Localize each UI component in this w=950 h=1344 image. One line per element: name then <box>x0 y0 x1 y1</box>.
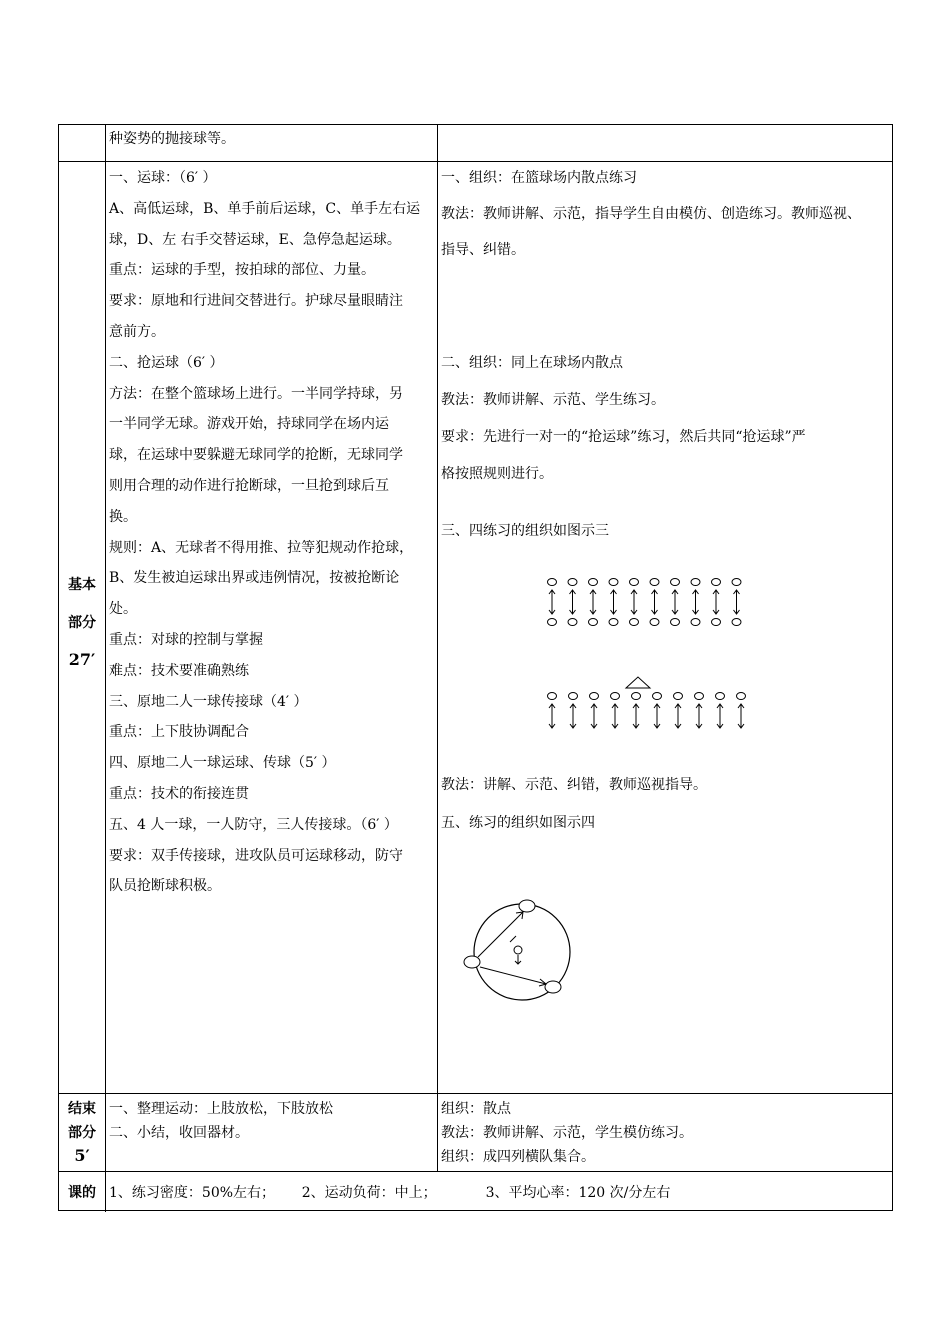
content-line: 要求：原地和行进间交替进行。护球尽量眼睛注 <box>109 293 403 310</box>
teach-line: 教法：讲解、示范、纠错，教师巡视指导。 <box>441 777 707 793</box>
content-line: 方法：在整个篮球场上进行。一半同学持球，另 <box>109 385 403 402</box>
side-label-line2: 部分 <box>68 615 96 631</box>
summary-text: 1、练习密度：50%左右； 2、运动负荷：中上； 3、平均心率：120 次/分左右 <box>109 1185 671 1201</box>
side-label-line1: 基本 <box>68 577 96 593</box>
content-line: 换。 <box>109 508 137 525</box>
content-line: 一、运球：（6′ ） <box>109 170 217 186</box>
org-line: 组织：散点 <box>441 1101 511 1117</box>
side-cell-summary <box>59 1172 106 1212</box>
player-icon <box>691 579 700 586</box>
organization-cell-empty <box>438 125 892 161</box>
player-icon <box>650 579 659 586</box>
player-icon <box>691 619 700 626</box>
player-icon <box>548 619 557 626</box>
player-icon <box>545 981 561 993</box>
player-icon <box>632 693 641 700</box>
content-line: B、发生被迫运球出界或违例情况，按被抢断论 <box>109 570 400 587</box>
player-icon <box>568 619 577 626</box>
player-icon <box>568 579 577 586</box>
player-icon <box>674 693 683 700</box>
player-icon <box>737 693 746 700</box>
defender-icon <box>514 946 522 954</box>
teacher-triangle-icon <box>626 677 650 688</box>
content-line: 要求：双手传接球，进攻队员可运球移动，防守 <box>109 847 403 864</box>
org-line: 二、组织：同上在球场内散点 <box>441 355 623 371</box>
side-label-line1: 结束 <box>68 1101 96 1117</box>
side-cell-basic <box>59 162 106 1093</box>
content-line: 重点：对球的控制与掌握 <box>109 631 263 648</box>
player-icon <box>671 619 680 626</box>
content-line: A、高低运球，B、单手前后运球，C、单手左右运 <box>109 200 421 217</box>
player-icon <box>519 900 535 912</box>
content-cell <box>106 125 438 161</box>
player-icon <box>716 693 725 700</box>
player-icon <box>464 956 480 968</box>
side-label: 课的 <box>68 1185 96 1201</box>
table-row-end-part <box>59 1094 892 1172</box>
passing-circle-diagram <box>460 892 580 1012</box>
content-cell-end <box>106 1094 438 1171</box>
content-line: 一、整理运动：上肢放松，下肢放松 <box>109 1101 333 1117</box>
player-icon <box>548 693 557 700</box>
player-icon <box>569 693 578 700</box>
teach-line: 指导、纠错。 <box>441 242 525 258</box>
content-line: 重点：技术的衔接连贯 <box>109 785 249 802</box>
player-icon <box>695 693 704 700</box>
organization-cell-basic <box>438 162 892 1093</box>
content-line: 球，在运球中要躲避无球同学的抢断，无球同学 <box>109 447 403 464</box>
content-line: 三、原地二人一球传接球（4′ ） <box>109 693 308 710</box>
player-icon <box>653 693 662 700</box>
player-icon <box>548 579 557 586</box>
content-line: 重点：运球的手型，按拍球的部位、力量。 <box>109 262 375 279</box>
table-row-basic-part <box>59 162 892 1094</box>
player-icon <box>732 619 741 626</box>
player-icon <box>609 579 618 586</box>
content-line: 五、4 人一球，一人防守，三人传接球。（6′ ） <box>109 816 398 833</box>
req-line: 格按照规则进行。 <box>441 466 553 482</box>
teach-line: 教法：教师讲解、示范，指导学生自由模仿、创造练习。教师巡视、 <box>441 206 861 222</box>
side-cell-end <box>59 1094 106 1171</box>
table-row-summary <box>59 1172 892 1212</box>
org-line: 一、组织：在篮球场内散点练习 <box>441 170 637 186</box>
player-icon <box>630 619 639 626</box>
req-line: 要求：先进行一对一的“抢运球”练习，然后共同“抢运球”严 <box>441 429 806 445</box>
org-line: 五、练习的组织如图示四 <box>441 815 595 831</box>
player-icon <box>671 579 680 586</box>
player-icon <box>650 619 659 626</box>
content-line: 一半同学无球。游戏开始，持球同学在场内运 <box>109 416 389 433</box>
content-line: 重点：上下肢协调配合 <box>109 724 249 741</box>
content-line: 队员抢断球积极。 <box>109 878 221 895</box>
org-line: 三、四练习的组织如图示三 <box>441 523 609 539</box>
content-line: 球，D、左 右手交替运球，E、急停急起运球。 <box>109 231 401 248</box>
teach-line: 教法：教师讲解、示范、学生练习。 <box>441 392 665 408</box>
side-cell-empty <box>59 125 106 161</box>
content-line: 规则：A、无球者不得用推、拉等犯规动作抢球， <box>109 539 414 556</box>
org-line: 组织：成四列横队集合。 <box>441 1149 595 1165</box>
side-label-line2: 部分 <box>68 1125 96 1141</box>
lesson-plan-table <box>58 124 893 1211</box>
content-text: 种姿势的抛接球等。 <box>109 131 235 147</box>
table-row-continuation <box>59 125 892 162</box>
player-icon <box>732 579 741 586</box>
summary-cell <box>106 1172 892 1212</box>
side-label-duration: 5′ <box>74 1146 90 1165</box>
content-line: 难点：技术要准确熟练 <box>109 662 249 679</box>
player-icon <box>630 579 639 586</box>
organization-cell-end <box>438 1094 892 1171</box>
content-line: 则用合理的动作进行抢断球，一旦抢到球后互 <box>109 477 389 494</box>
player-icon <box>712 619 721 626</box>
content-cell-basic <box>106 162 438 1093</box>
player-icon <box>590 693 599 700</box>
player-icon <box>712 579 721 586</box>
content-line: 四、原地二人一球运球、传球（5′ ） <box>109 755 336 772</box>
side-label-duration: 27′ <box>68 650 96 669</box>
content-line: 二、抢运球（6′ ） <box>109 354 224 371</box>
player-icon <box>611 693 620 700</box>
drill-diagram-three <box>538 572 778 732</box>
player-icon <box>589 619 598 626</box>
player-icon <box>589 579 598 586</box>
teach-line: 教法：教师讲解、示范，学生模仿练习。 <box>441 1125 693 1141</box>
player-icon <box>609 619 618 626</box>
content-line: 意前方。 <box>109 323 165 340</box>
content-line: 二、小结，收回器材。 <box>109 1125 249 1141</box>
content-line: 处。 <box>109 601 137 618</box>
